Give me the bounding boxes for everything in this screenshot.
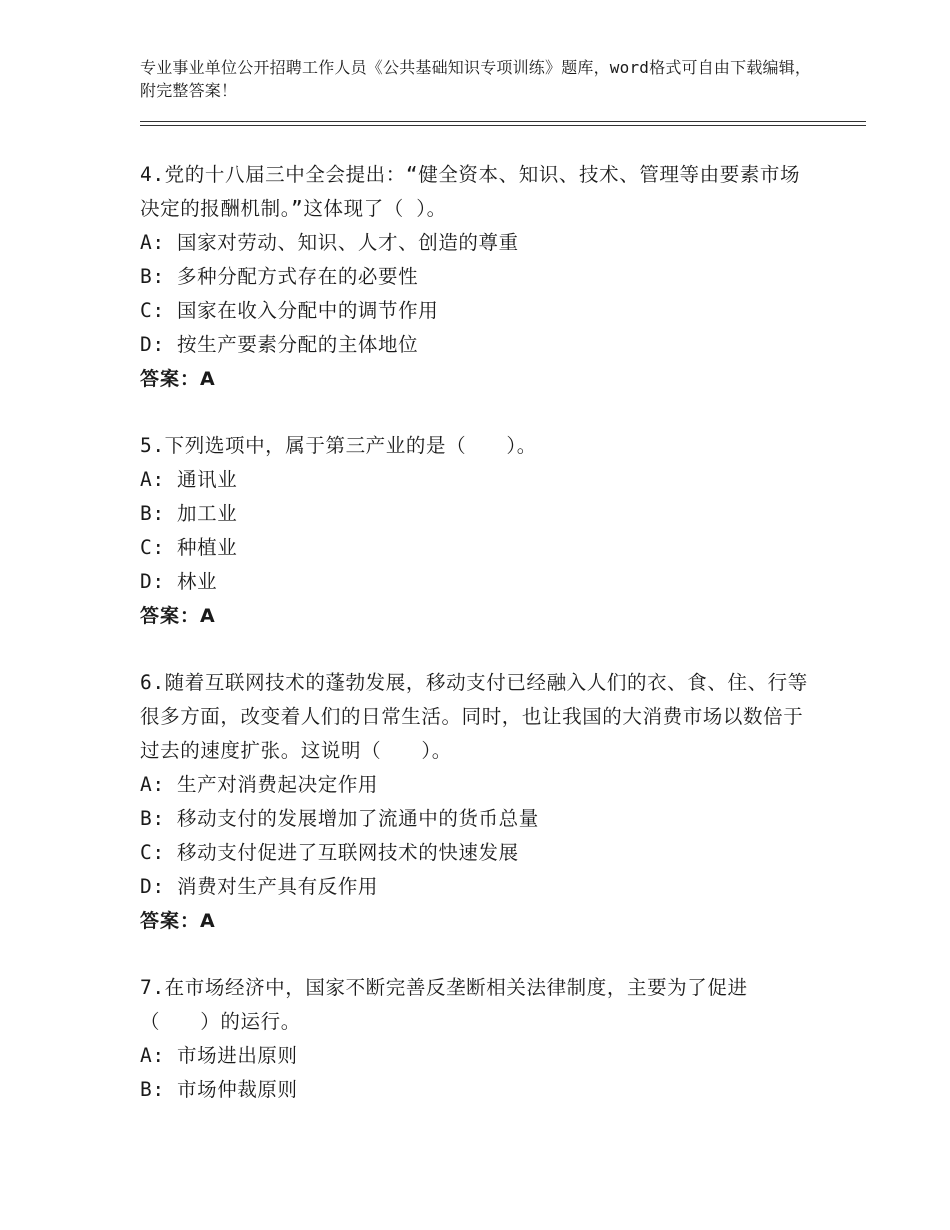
option-b: B: 移动支付的发展增加了流通中的货币总量 [140, 807, 539, 830]
answer-line: 答案：A [140, 910, 216, 932]
answer-line: 答案：A [140, 368, 216, 390]
option-c: C: 移动支付促进了互联网技术的快速发展 [140, 841, 519, 864]
question-stem: 6.随着互联网技术的蓬勃发展，移动支付已经融入人们的衣、食、住、行等很多方面，改变着人们的日常生活。同时，也让我国的大消费市场以数倍于过去的速度扩张。这说明（ ）。 [140, 671, 808, 762]
option-d: D: 林业 [140, 570, 218, 593]
question-list [140, 158, 810, 1140]
question-stem: 5.下列选项中，属于第三产业的是（ ）。 [140, 434, 537, 457]
option-d: D: 消费对生产具有反作用 [140, 875, 379, 898]
question-7 [140, 971, 810, 1107]
question-6 [140, 666, 810, 938]
option-b: B: 多种分配方式存在的必要性 [140, 265, 419, 288]
question-4 [140, 158, 810, 396]
document-header: 专业事业单位公开招聘工作人员《公共基础知识专项训练》题库，word格式可自由下载编辑，附完整答案！ [140, 58, 812, 100]
answer-line: 答案：A [140, 605, 216, 627]
option-a: A: 国家对劳动、知识、人才、创造的尊重 [140, 231, 519, 254]
option-a: A: 通讯业 [140, 468, 238, 491]
option-c: C: 种植业 [140, 536, 238, 559]
option-a: A: 市场进出原则 [140, 1044, 298, 1067]
header-rule-bottom [140, 125, 866, 126]
question-stem: 4.党的十八届三中全会提出：“健全资本、知识、技术、管理等由要素市场决定的报酬机制。”这体现了（ ）。 [140, 163, 801, 220]
option-d: D: 按生产要素分配的主体地位 [140, 333, 419, 356]
option-b: B: 加工业 [140, 502, 238, 525]
header-rule-top [140, 121, 866, 122]
question-5 [140, 429, 810, 633]
option-a: A: 生产对消费起决定作用 [140, 773, 379, 796]
option-c: C: 国家在收入分配中的调节作用 [140, 299, 439, 322]
question-stem: 7.在市场经济中，国家不断完善反垄断相关法律制度，主要为了促进（ ）的运行。 [140, 976, 748, 1033]
option-b: B: 市场仲裁原则 [140, 1078, 298, 1101]
